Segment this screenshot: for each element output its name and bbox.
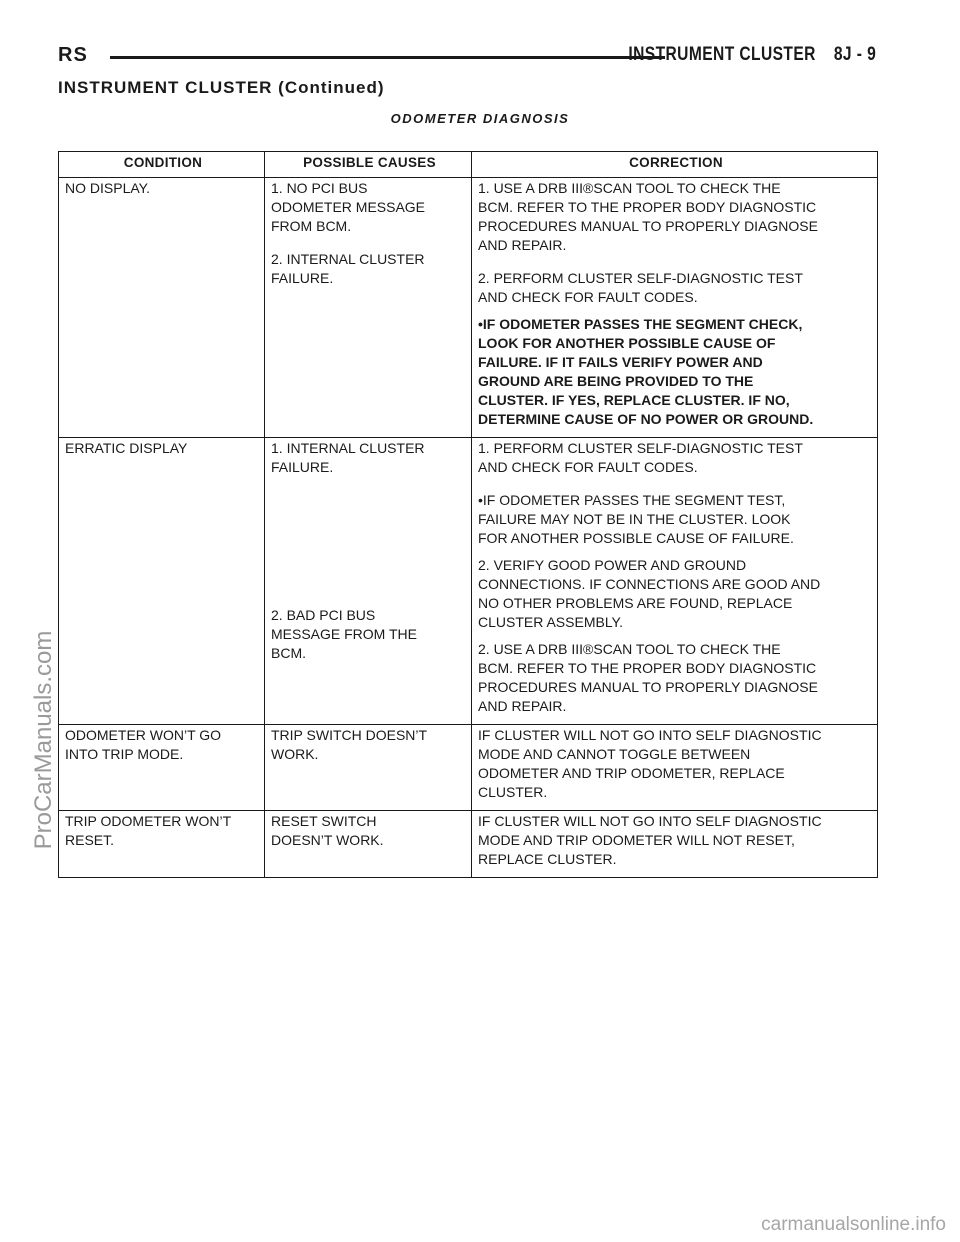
- condition-text: ERRATIC DISPLAY: [65, 440, 188, 456]
- correction-text: 2. PERFORM CLUSTER SELF-DIAGNOSTIC TEST AND CHECK FOR FAULT CODES.: [478, 270, 803, 305]
- correction-text: 2. VERIFY GOOD POWER AND GROUND CONNECTIONS. IF CONNECTIONS ARE GOOD AND NO OTHER PROBLEMS ARE FOUND, REPLACE CLUSTER ASSEMBLY.: [478, 557, 821, 630]
- table-row: [59, 438, 878, 725]
- condition-cell: [59, 725, 265, 811]
- header-rule: [110, 56, 665, 59]
- correction-text: •IF ODOMETER PASSES THE SEGMENT CHECK, LOOK FOR ANOTHER POSSIBLE CAUSE OF FAILURE. IF IT FAILS VERIFY POWER AND GROUND ARE BEING PROVIDED TO THE CLUSTER. IF YES, REPLACE CLUSTER. IF NO, DETERMINE CAUSE OF NO POWER OR GROUND.: [478, 316, 814, 427]
- page-header: [58, 44, 876, 70]
- cause-text: 2. INTERNAL CLUSTER FAILURE.: [271, 251, 425, 286]
- condition-text: NO DISPLAY.: [65, 180, 151, 196]
- section-title: INSTRUMENT CLUSTER (Continued): [58, 78, 385, 97]
- cause-text: 1. NO PCI BUS ODOMETER MESSAGE FROM BCM.: [271, 180, 426, 234]
- correction-text: IF CLUSTER WILL NOT GO INTO SELF DIAGNOSTIC MODE AND TRIP ODOMETER WILL NOT RESET, REPLACE CLUSTER.: [478, 813, 822, 867]
- cause-text: 2. BAD PCI BUS MESSAGE FROM THE BCM.: [271, 607, 417, 661]
- causes-cell: [265, 811, 472, 878]
- column-header-condition: CONDITION: [59, 152, 265, 178]
- table-title: ODOMETER DIAGNOSIS: [390, 111, 570, 126]
- condition-cell: [59, 811, 265, 878]
- header-model-code: RS: [58, 44, 88, 66]
- header-section: INSTRUMENT CLUSTER: [628, 44, 816, 65]
- condition-cell: [59, 438, 265, 725]
- side-watermark: ProCarManuals.com: [30, 630, 57, 850]
- table-row: [59, 178, 878, 438]
- correction-cell: [472, 178, 878, 438]
- condition-text: TRIP ODOMETER WON’T RESET.: [65, 813, 232, 848]
- condition-cell: [59, 178, 265, 438]
- page-number: 8J - 9: [833, 44, 876, 65]
- condition-text: ODOMETER WON’T GO INTO TRIP MODE.: [65, 727, 222, 762]
- causes-cell: [265, 725, 472, 811]
- causes-cell: [265, 178, 472, 438]
- correction-text: 1. USE A DRB III®SCAN TOOL TO CHECK THE BCM. REFER TO THE PROPER BODY DIAGNOSTIC PROCEDURES MANUAL TO PROPERLY DIAGNOSE AND REPAIR.: [478, 180, 818, 253]
- table-row: [59, 725, 878, 811]
- cause-text: 1. INTERNAL CLUSTER FAILURE.: [271, 440, 425, 475]
- footer-watermark: carmanualsonline.info: [761, 1214, 946, 1235]
- cause-text: TRIP SWITCH DOESN’T WORK.: [271, 727, 428, 762]
- correction-cell: [472, 811, 878, 878]
- table-row: [59, 811, 878, 878]
- header-right: [628, 44, 876, 66]
- cause-text: RESET SWITCH DOESN’T WORK.: [271, 813, 384, 848]
- correction-cell: [472, 438, 878, 725]
- causes-cell: [265, 438, 472, 725]
- correction-text: 1. PERFORM CLUSTER SELF-DIAGNOSTIC TEST AND CHECK FOR FAULT CODES.: [478, 440, 803, 475]
- odometer-diagnosis-table: [58, 151, 878, 878]
- correction-text: •IF ODOMETER PASSES THE SEGMENT TEST, FAILURE MAY NOT BE IN THE CLUSTER. LOOK FOR ANOTHER POSSIBLE CAUSE OF FAILURE.: [478, 492, 794, 546]
- table-header-row: [59, 152, 878, 178]
- column-header-causes: POSSIBLE CAUSES: [265, 152, 472, 178]
- column-header-correction: CORRECTION: [472, 152, 878, 178]
- correction-text: IF CLUSTER WILL NOT GO INTO SELF DIAGNOSTIC MODE AND CANNOT TOGGLE BETWEEN ODOMETER AND TRIP ODOMETER, REPLACE CLUSTER.: [478, 727, 822, 800]
- correction-text: 2. USE A DRB III®SCAN TOOL TO CHECK THE BCM. REFER TO THE PROPER BODY DIAGNOSTIC PROCEDURES MANUAL TO PROPERLY DIAGNOSE AND REPAIR.: [478, 641, 818, 714]
- correction-cell: [472, 725, 878, 811]
